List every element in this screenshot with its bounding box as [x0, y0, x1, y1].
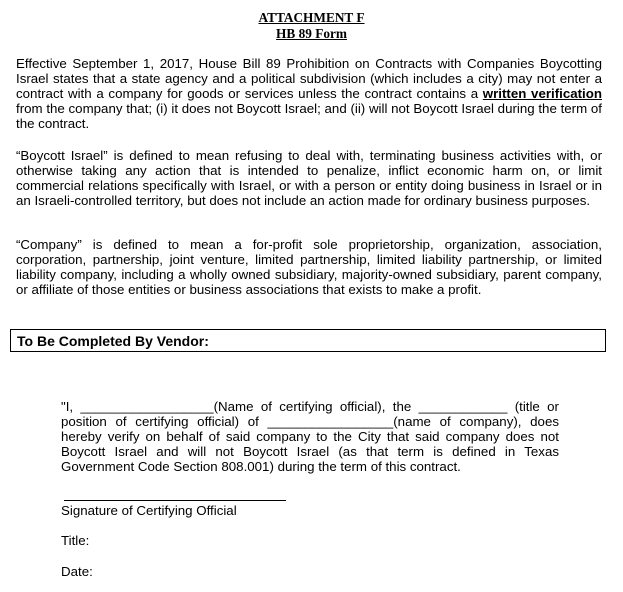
certifying-official-name-blank[interactable]: __________________ [80, 399, 214, 414]
boycott-definition-paragraph: “Boycott Israel” is defined to mean refusing to deal with, terminating business activities with, or otherwise taking any action that is intended to penalize, inflict economic harm on, or limit commercial relations specifically with Israel, or with a person or entity doing business in Israel or in an Israeli-controlled territory, but does not include an action made for ordinary business purposes. [16, 148, 602, 208]
cert-text-3: (title or position of certifying official) of [61, 399, 559, 429]
company-name-blank[interactable]: _________________ [267, 414, 394, 429]
signature-line[interactable] [64, 500, 286, 501]
title-label: Title: [61, 533, 90, 548]
intro-text-start: Effective September 1, 2017, House Bill 89 Prohibition on Contracts with Companies Boycotting Israel states that a state agency and a political subdivision (which includes a city) may not enter a contract with a company for goods or services unless the contract contains a [16, 56, 602, 101]
cert-text-2: (Name of certifying official), the [213, 399, 419, 414]
cert-text-4: (name of company), does hereby verify on behalf of said company to the City that said company does not Boycott Israel and will not Boycott Israel (as that term is defined in Texas Government Code Section 808.001) during the term of this contract. [61, 414, 559, 474]
cert-text-1: "I, [61, 399, 81, 414]
attachment-subtitle: HB 89 Form [276, 26, 347, 41]
attachment-title: ATTACHMENT F [258, 10, 365, 25]
signature-label: Signature of Certifying Official [61, 503, 237, 518]
certification-statement [61, 399, 559, 474]
written-verification-emphasis: written verification [482, 86, 602, 101]
date-label: Date: [61, 564, 93, 579]
intro-text-end: from the company that; (i) it does not Boycott Israel; and (ii) will not Boycott Israel during the term of the contract. [16, 101, 602, 131]
vendor-section-box [10, 329, 606, 352]
company-definition-paragraph: “Company” is defined to mean a for-profit sole proprietorship, organization, association, corporation, partnership, joint venture, limited partnership, limited liability partnership, or limited liability company, including a wholly owned subsidiary, majority-owned subsidiary, parent company, or affiliate of those entities or business associations that exists to make a profit. [16, 237, 602, 297]
certifying-official-title-blank[interactable]: ____________ [418, 399, 508, 414]
vendor-section-title: To Be Completed By Vendor: [17, 333, 209, 349]
intro-paragraph [16, 56, 602, 131]
